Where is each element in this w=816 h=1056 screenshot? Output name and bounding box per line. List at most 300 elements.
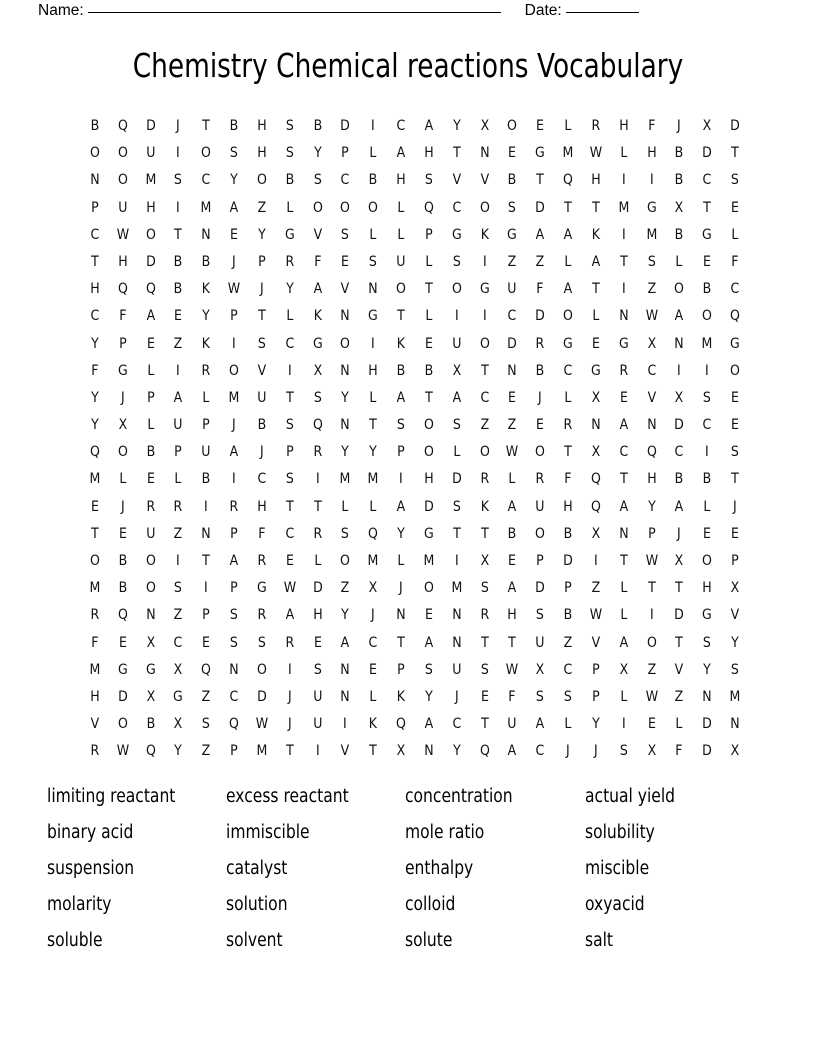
grid-cell[interactable]: Q <box>145 742 156 760</box>
grid-cell[interactable]: U <box>173 416 183 434</box>
grid-cell[interactable]: C <box>90 225 100 243</box>
grid-cell[interactable]: J <box>120 497 125 515</box>
grid-cell[interactable]: T <box>425 280 433 298</box>
grid-cell[interactable]: A <box>508 742 517 760</box>
grid-cell[interactable]: O <box>730 361 740 379</box>
grid-cell[interactable]: A <box>591 252 601 270</box>
grid-cell[interactable]: R <box>201 361 211 379</box>
grid-cell[interactable]: B <box>368 171 378 189</box>
grid-cell[interactable]: C <box>452 715 462 733</box>
grid-cell[interactable]: C <box>90 307 100 325</box>
grid-cell[interactable]: W <box>645 687 658 705</box>
grid-cell[interactable]: F <box>258 524 266 542</box>
grid-cell[interactable]: S <box>647 252 656 270</box>
grid-cell[interactable]: A <box>174 388 183 406</box>
grid-cell[interactable]: T <box>536 171 545 189</box>
grid-cell[interactable]: L <box>675 715 683 733</box>
grid-cell[interactable]: S <box>285 416 294 434</box>
grid-cell[interactable]: L <box>453 443 461 461</box>
grid-cell[interactable]: P <box>230 579 238 597</box>
grid-cell[interactable]: E <box>536 416 545 434</box>
grid-cell[interactable]: H <box>507 606 518 624</box>
grid-cell[interactable]: D <box>340 117 351 134</box>
grid-cell[interactable]: E <box>341 252 350 270</box>
grid-cell[interactable]: F <box>91 361 99 379</box>
grid-cell[interactable]: I <box>399 470 403 488</box>
grid-cell[interactable]: C <box>452 198 462 216</box>
grid-cell[interactable]: H <box>424 144 434 162</box>
grid-cell[interactable]: O <box>89 144 100 162</box>
grid-cell[interactable]: N <box>479 144 490 162</box>
grid-cell[interactable]: R <box>480 606 489 624</box>
grid-cell[interactable]: U <box>507 715 517 733</box>
grid-cell[interactable]: L <box>369 388 377 406</box>
grid-cell[interactable]: D <box>702 715 712 733</box>
grid-cell[interactable]: E <box>730 524 739 542</box>
grid-cell[interactable]: S <box>480 660 489 678</box>
grid-cell[interactable]: G <box>730 334 740 352</box>
grid-cell[interactable]: R <box>174 497 183 515</box>
grid-cell[interactable]: P <box>592 660 600 678</box>
grid-cell[interactable]: C <box>201 171 211 189</box>
grid-cell[interactable]: P <box>564 579 572 597</box>
grid-cell[interactable]: J <box>232 416 236 434</box>
grid-cell[interactable]: K <box>202 280 211 298</box>
grid-cell[interactable]: B <box>146 715 155 733</box>
date-write-line[interactable] <box>566 12 639 13</box>
grid-cell[interactable]: Q <box>396 715 406 733</box>
grid-cell[interactable]: O <box>702 307 713 325</box>
grid-cell[interactable]: U <box>312 715 323 733</box>
grid-cell[interactable]: I <box>204 497 209 515</box>
grid-cell[interactable]: E <box>174 307 183 325</box>
grid-cell[interactable]: J <box>593 742 598 760</box>
grid-cell[interactable]: T <box>591 280 600 298</box>
grid-cell[interactable]: Z <box>174 334 183 352</box>
grid-cell[interactable]: W <box>283 579 296 597</box>
grid-cell[interactable]: S <box>424 171 433 189</box>
grid-cell[interactable]: M <box>423 552 435 569</box>
grid-cell[interactable]: D <box>424 497 434 515</box>
grid-cell[interactable]: H <box>702 579 712 597</box>
grid-cell[interactable]: Q <box>145 280 156 298</box>
grid-cell[interactable]: Z <box>674 687 684 705</box>
grid-cell[interactable]: W <box>116 742 129 760</box>
grid-cell[interactable]: X <box>674 552 684 569</box>
grid-cell[interactable]: G <box>451 225 462 243</box>
grid-cell[interactable]: O <box>145 225 156 243</box>
grid-cell[interactable]: R <box>313 524 322 542</box>
grid-cell[interactable]: P <box>731 552 739 569</box>
grid-cell[interactable]: A <box>535 225 545 243</box>
grid-cell[interactable]: Q <box>368 524 379 542</box>
grid-cell[interactable]: O <box>451 280 462 298</box>
grid-cell[interactable]: E <box>647 715 656 733</box>
word-list-item[interactable]: limiting reactant <box>47 786 176 807</box>
grid-cell[interactable]: H <box>563 497 573 515</box>
grid-cell[interactable]: Q <box>229 715 239 733</box>
grid-cell[interactable]: L <box>369 144 377 162</box>
grid-cell[interactable]: S <box>508 198 517 216</box>
grid-cell[interactable]: H <box>90 280 100 298</box>
grid-cell[interactable]: E <box>730 416 739 434</box>
grid-cell[interactable]: T <box>285 497 294 515</box>
grid-cell[interactable]: G <box>145 660 156 678</box>
grid-cell[interactable]: V <box>480 171 489 189</box>
grid-cell[interactable]: I <box>287 660 292 678</box>
grid-cell[interactable]: G <box>702 225 712 243</box>
grid-cell[interactable]: X <box>480 117 489 134</box>
grid-cell[interactable]: L <box>425 307 433 325</box>
grid-cell[interactable]: H <box>646 470 657 488</box>
grid-cell[interactable]: A <box>452 388 461 406</box>
grid-cell[interactable]: E <box>508 388 517 406</box>
word-list-item[interactable]: oxyacid <box>585 894 645 915</box>
grid-cell[interactable]: C <box>535 742 545 760</box>
grid-cell[interactable]: J <box>454 687 459 705</box>
grid-cell[interactable]: E <box>508 552 517 569</box>
grid-cell[interactable]: X <box>368 579 378 597</box>
grid-cell[interactable]: H <box>257 117 267 134</box>
grid-cell[interactable]: P <box>647 524 656 542</box>
grid-cell[interactable]: Q <box>646 443 657 461</box>
grid-cell[interactable]: Q <box>563 171 573 189</box>
grid-cell[interactable]: R <box>535 470 545 488</box>
grid-cell[interactable]: S <box>285 470 294 488</box>
grid-cell[interactable]: F <box>536 280 544 298</box>
word-search-grid[interactable] <box>81 112 749 765</box>
grid-cell[interactable]: E <box>591 334 600 352</box>
grid-cell[interactable]: T <box>285 742 294 760</box>
grid-cell[interactable]: G <box>368 307 379 325</box>
grid-cell[interactable]: X <box>647 742 656 760</box>
grid-cell[interactable]: I <box>315 742 320 760</box>
grid-cell[interactable]: Q <box>117 280 128 298</box>
grid-cell[interactable]: I <box>176 198 181 216</box>
grid-cell[interactable]: X <box>535 660 545 678</box>
grid-cell[interactable]: B <box>424 361 434 379</box>
grid-cell[interactable]: G <box>423 524 434 542</box>
grid-cell[interactable]: Q <box>590 470 601 488</box>
grid-cell[interactable]: D <box>702 144 712 162</box>
grid-cell[interactable]: W <box>227 280 241 298</box>
grid-cell[interactable]: U <box>452 660 462 678</box>
grid-cell[interactable]: Y <box>91 334 99 352</box>
grid-cell[interactable]: O <box>396 280 406 298</box>
grid-cell[interactable]: N <box>591 416 601 434</box>
grid-cell[interactable]: Y <box>452 117 461 134</box>
grid-cell[interactable]: O <box>145 579 156 597</box>
grid-cell[interactable]: B <box>563 524 573 542</box>
grid-cell[interactable]: M <box>701 334 713 352</box>
grid-cell[interactable]: N <box>229 660 239 678</box>
grid-cell[interactable]: I <box>593 552 598 569</box>
word-list-item[interactable]: soluble <box>47 930 103 951</box>
grid-cell[interactable]: B <box>702 280 712 298</box>
grid-cell[interactable]: U <box>396 252 406 270</box>
grid-cell[interactable]: J <box>371 606 376 624</box>
grid-cell[interactable]: O <box>423 416 434 434</box>
grid-cell[interactable]: B <box>174 280 183 298</box>
grid-cell[interactable]: R <box>480 470 489 488</box>
grid-cell[interactable]: T <box>397 307 405 325</box>
grid-cell[interactable]: E <box>146 334 155 352</box>
grid-cell[interactable]: S <box>730 171 739 189</box>
grid-cell[interactable]: S <box>174 171 183 189</box>
grid-cell[interactable]: F <box>675 742 683 760</box>
grid-cell[interactable]: O <box>117 171 128 189</box>
grid-cell[interactable]: I <box>482 307 487 325</box>
grid-cell[interactable]: O <box>229 361 239 379</box>
grid-cell[interactable]: S <box>174 579 183 597</box>
grid-cell[interactable]: N <box>507 361 518 379</box>
grid-cell[interactable]: T <box>480 361 489 379</box>
grid-cell[interactable]: N <box>340 361 351 379</box>
grid-cell[interactable]: Z <box>201 687 211 705</box>
grid-cell[interactable]: X <box>591 388 601 406</box>
grid-cell[interactable]: K <box>396 334 406 352</box>
grid-cell[interactable]: N <box>424 742 434 760</box>
grid-cell[interactable]: B <box>313 117 322 134</box>
word-list-item[interactable]: actual yield <box>585 786 676 807</box>
grid-cell[interactable]: S <box>452 497 461 515</box>
word-list-item[interactable]: suspension <box>47 858 135 879</box>
grid-cell[interactable]: L <box>369 225 377 243</box>
grid-cell[interactable]: F <box>647 117 656 134</box>
grid-cell[interactable]: S <box>397 416 406 434</box>
grid-cell[interactable]: V <box>647 388 656 406</box>
grid-cell[interactable]: S <box>285 117 294 134</box>
grid-cell[interactable]: B <box>508 171 517 189</box>
grid-cell[interactable]: R <box>257 606 267 624</box>
grid-cell[interactable]: G <box>117 361 128 379</box>
grid-cell[interactable]: O <box>479 198 490 216</box>
grid-cell[interactable]: C <box>396 117 406 134</box>
word-list-item[interactable]: salt <box>585 930 614 951</box>
grid-cell[interactable]: I <box>287 361 292 379</box>
grid-cell[interactable]: S <box>257 633 266 651</box>
grid-cell[interactable]: V <box>341 280 350 298</box>
grid-cell[interactable]: R <box>285 633 295 651</box>
grid-cell[interactable]: D <box>145 252 156 270</box>
grid-cell[interactable]: V <box>341 742 350 760</box>
grid-cell[interactable]: M <box>200 198 212 216</box>
grid-cell[interactable]: M <box>145 171 156 189</box>
grid-cell[interactable]: O <box>423 579 434 597</box>
grid-cell[interactable]: S <box>452 252 461 270</box>
grid-cell[interactable]: C <box>507 307 517 325</box>
grid-cell[interactable]: T <box>313 497 322 515</box>
grid-cell[interactable]: Z <box>508 252 517 270</box>
grid-cell[interactable]: Y <box>647 497 656 515</box>
grid-cell[interactable]: A <box>619 497 628 515</box>
grid-cell[interactable]: E <box>508 144 517 162</box>
grid-cell[interactable]: L <box>564 388 572 406</box>
grid-cell[interactable]: N <box>340 660 351 678</box>
grid-cell[interactable]: D <box>535 198 545 216</box>
grid-cell[interactable]: T <box>202 552 211 569</box>
grid-cell[interactable]: O <box>117 715 128 733</box>
grid-cell[interactable]: V <box>90 715 100 733</box>
grid-cell[interactable]: I <box>677 361 682 379</box>
grid-cell[interactable]: J <box>287 687 292 705</box>
grid-cell[interactable]: R <box>146 497 155 515</box>
grid-cell[interactable]: N <box>340 687 351 705</box>
grid-cell[interactable]: I <box>649 606 654 624</box>
grid-cell[interactable]: Z <box>563 633 573 651</box>
grid-cell[interactable]: S <box>452 416 461 434</box>
grid-cell[interactable]: T <box>675 579 684 597</box>
grid-cell[interactable]: P <box>202 416 211 434</box>
grid-cell[interactable]: P <box>202 606 211 624</box>
grid-cell[interactable]: U <box>452 334 462 352</box>
grid-cell[interactable]: F <box>119 307 127 325</box>
grid-cell[interactable]: I <box>649 171 654 189</box>
grid-cell[interactable]: I <box>315 470 320 488</box>
grid-cell[interactable]: A <box>341 633 350 651</box>
grid-cell[interactable]: R <box>535 334 545 352</box>
grid-cell[interactable]: I <box>204 579 209 597</box>
grid-cell[interactable]: X <box>146 633 155 651</box>
grid-cell[interactable]: O <box>340 334 351 352</box>
grid-cell[interactable]: E <box>619 388 628 406</box>
grid-cell[interactable]: B <box>674 470 684 488</box>
grid-cell[interactable]: I <box>232 334 236 352</box>
grid-cell[interactable]: B <box>174 252 183 270</box>
grid-cell[interactable]: J <box>538 388 543 406</box>
grid-cell[interactable]: O <box>312 198 323 216</box>
grid-cell[interactable]: E <box>313 633 322 651</box>
grid-cell[interactable]: N <box>618 524 629 542</box>
grid-cell[interactable]: G <box>312 334 323 352</box>
grid-cell[interactable]: U <box>201 443 211 461</box>
grid-cell[interactable]: L <box>174 470 182 488</box>
grid-cell[interactable]: J <box>232 252 236 270</box>
grid-cell[interactable]: L <box>369 687 377 705</box>
grid-cell[interactable]: C <box>563 361 573 379</box>
grid-cell[interactable]: S <box>313 660 322 678</box>
grid-cell[interactable]: E <box>369 660 378 678</box>
grid-cell[interactable]: H <box>646 144 657 162</box>
grid-cell[interactable]: P <box>592 687 600 705</box>
grid-cell[interactable]: L <box>564 252 572 270</box>
grid-cell[interactable]: T <box>285 388 294 406</box>
word-list-item[interactable]: solute <box>405 930 453 951</box>
grid-cell[interactable]: U <box>507 280 517 298</box>
grid-cell[interactable]: S <box>619 742 628 760</box>
grid-cell[interactable]: U <box>118 198 128 216</box>
grid-cell[interactable]: S <box>564 687 572 705</box>
grid-cell[interactable]: S <box>730 660 739 678</box>
word-list-item[interactable]: mole ratio <box>405 822 485 843</box>
grid-cell[interactable]: M <box>451 579 463 597</box>
grid-cell[interactable]: Z <box>647 280 656 298</box>
grid-cell[interactable]: K <box>480 225 489 243</box>
grid-cell[interactable]: E <box>480 687 489 705</box>
grid-cell[interactable]: A <box>675 307 684 325</box>
grid-cell[interactable]: R <box>285 252 295 270</box>
grid-cell[interactable]: C <box>174 633 183 651</box>
grid-cell[interactable]: M <box>256 742 268 760</box>
grid-cell[interactable]: B <box>146 443 155 461</box>
grid-cell[interactable]: M <box>618 198 630 216</box>
grid-cell[interactable]: Z <box>174 524 183 542</box>
grid-cell[interactable]: A <box>396 388 406 406</box>
grid-cell[interactable]: M <box>562 144 574 162</box>
grid-cell[interactable]: N <box>201 225 211 243</box>
grid-cell[interactable]: C <box>674 443 684 461</box>
grid-cell[interactable]: U <box>312 687 323 705</box>
grid-cell[interactable]: F <box>508 687 516 705</box>
grid-cell[interactable]: S <box>230 144 239 162</box>
grid-cell[interactable]: T <box>397 633 405 651</box>
grid-cell[interactable]: T <box>647 579 656 597</box>
grid-cell[interactable]: S <box>703 388 712 406</box>
grid-cell[interactable]: B <box>535 361 545 379</box>
grid-cell[interactable]: Z <box>591 579 601 597</box>
grid-cell[interactable]: T <box>564 443 572 461</box>
word-list-item[interactable]: immiscible <box>226 822 310 843</box>
grid-cell[interactable]: C <box>702 171 712 189</box>
grid-cell[interactable]: Y <box>369 443 378 461</box>
grid-cell[interactable]: E <box>90 497 99 515</box>
grid-cell[interactable]: A <box>396 144 406 162</box>
grid-cell[interactable]: S <box>424 660 433 678</box>
grid-cell[interactable]: R <box>229 497 239 515</box>
grid-cell[interactable]: X <box>174 715 183 733</box>
grid-cell[interactable]: N <box>451 633 462 651</box>
grid-cell[interactable]: A <box>619 416 628 434</box>
grid-cell[interactable]: I <box>176 552 181 569</box>
grid-cell[interactable]: A <box>146 307 155 325</box>
grid-cell[interactable]: S <box>230 633 239 651</box>
grid-cell[interactable]: F <box>564 470 572 488</box>
grid-cell[interactable]: C <box>480 388 489 406</box>
grid-cell[interactable]: Y <box>91 416 99 434</box>
grid-cell[interactable]: C <box>285 334 295 352</box>
grid-cell[interactable]: E <box>703 252 712 270</box>
grid-cell[interactable]: L <box>620 687 628 705</box>
grid-cell[interactable]: R <box>90 606 100 624</box>
grid-cell[interactable]: X <box>730 579 740 597</box>
grid-cell[interactable]: Y <box>703 660 711 678</box>
grid-cell[interactable]: R <box>563 416 573 434</box>
grid-cell[interactable]: B <box>118 579 128 597</box>
grid-cell[interactable]: H <box>368 361 378 379</box>
grid-cell[interactable]: J <box>399 579 403 597</box>
grid-cell[interactable]: L <box>286 307 294 325</box>
grid-cell[interactable]: H <box>618 117 629 134</box>
grid-cell[interactable]: W <box>506 443 519 461</box>
grid-cell[interactable]: R <box>619 361 629 379</box>
grid-cell[interactable]: G <box>646 198 657 216</box>
word-list-item[interactable]: excess reactant <box>226 786 349 807</box>
grid-cell[interactable]: T <box>564 198 572 216</box>
grid-cell[interactable]: L <box>147 416 155 434</box>
grid-cell[interactable]: O <box>702 552 713 569</box>
grid-cell[interactable]: N <box>145 606 156 624</box>
grid-cell[interactable]: T <box>174 225 183 243</box>
grid-cell[interactable]: H <box>118 252 128 270</box>
grid-cell[interactable]: T <box>425 388 433 406</box>
grid-cell[interactable]: D <box>507 334 518 352</box>
grid-cell[interactable]: I <box>621 280 626 298</box>
grid-cell[interactable]: D <box>674 416 685 434</box>
grid-cell[interactable]: X <box>174 660 183 678</box>
grid-cell[interactable]: L <box>397 198 405 216</box>
grid-cell[interactable]: M <box>367 552 379 569</box>
grid-cell[interactable]: H <box>257 144 267 162</box>
